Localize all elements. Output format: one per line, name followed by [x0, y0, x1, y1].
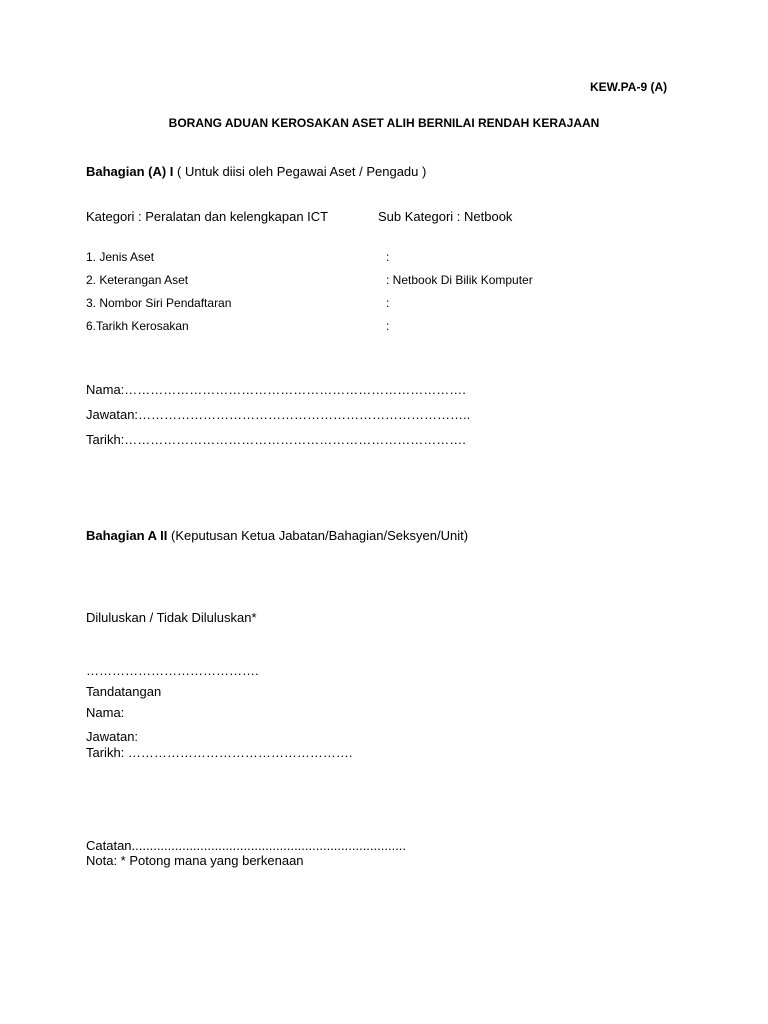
tarikh-line: Tarikh:…………………………………………………………………….	[86, 432, 466, 447]
subcategory-text: Sub Kategori : Netbook	[378, 209, 513, 224]
signature-line: ………………………………….	[86, 663, 259, 678]
form-title: BORANG ADUAN KEROSAKAN ASET ALIH BERNILAI RENDAH KERAJAAN	[168, 116, 600, 130]
field-label: 3. Nombor Siri Pendaftaran	[86, 296, 232, 310]
part-a1-heading-note: ( Untuk diisi oleh Pegawai Aset / Pengadu )	[173, 164, 427, 179]
a2-nama: Nama:	[86, 705, 125, 720]
a2-jawatan: Jawatan:	[86, 729, 139, 744]
part-a2-heading-note: (Keputusan Ketua Jabatan/Bahagian/Seksyen/Unit)	[167, 528, 469, 543]
signature-label: Tandatangan	[86, 684, 162, 699]
jawatan-line: Jawatan:…………………………………………………………………..	[86, 407, 471, 422]
field-label: 2. Keterangan Aset	[86, 273, 189, 287]
field-label: 1. Jenis Aset	[86, 250, 155, 264]
part-a2-heading-bold: Bahagian A II	[86, 528, 168, 543]
part-a1-heading-bold: Bahagian (A) I	[86, 164, 174, 179]
field-value: :	[386, 250, 390, 264]
field-value: :	[386, 319, 390, 333]
field-label: 6.Tarikh Kerosakan	[86, 319, 189, 333]
a2-tarikh: Tarikh: …………………………………………….	[86, 745, 353, 760]
part-a2-heading	[86, 528, 468, 543]
category-text: Kategori : Peralatan dan kelengkapan ICT	[86, 209, 329, 224]
decision-text: Diluluskan / Tidak Diluluskan*	[86, 610, 257, 625]
nota-text: Nota: * Potong mana yang berkenaan	[86, 853, 304, 868]
nama-line: Nama:…………………………………………………………………….	[86, 382, 466, 397]
field-value: :	[386, 296, 390, 310]
catatan-line: Catatan............................................................................	[86, 838, 407, 853]
part-a1-heading	[86, 164, 426, 179]
field-value: : Netbook Di Bilik Komputer	[386, 273, 533, 287]
form-code: KEW.PA-9 (A)	[590, 80, 668, 94]
